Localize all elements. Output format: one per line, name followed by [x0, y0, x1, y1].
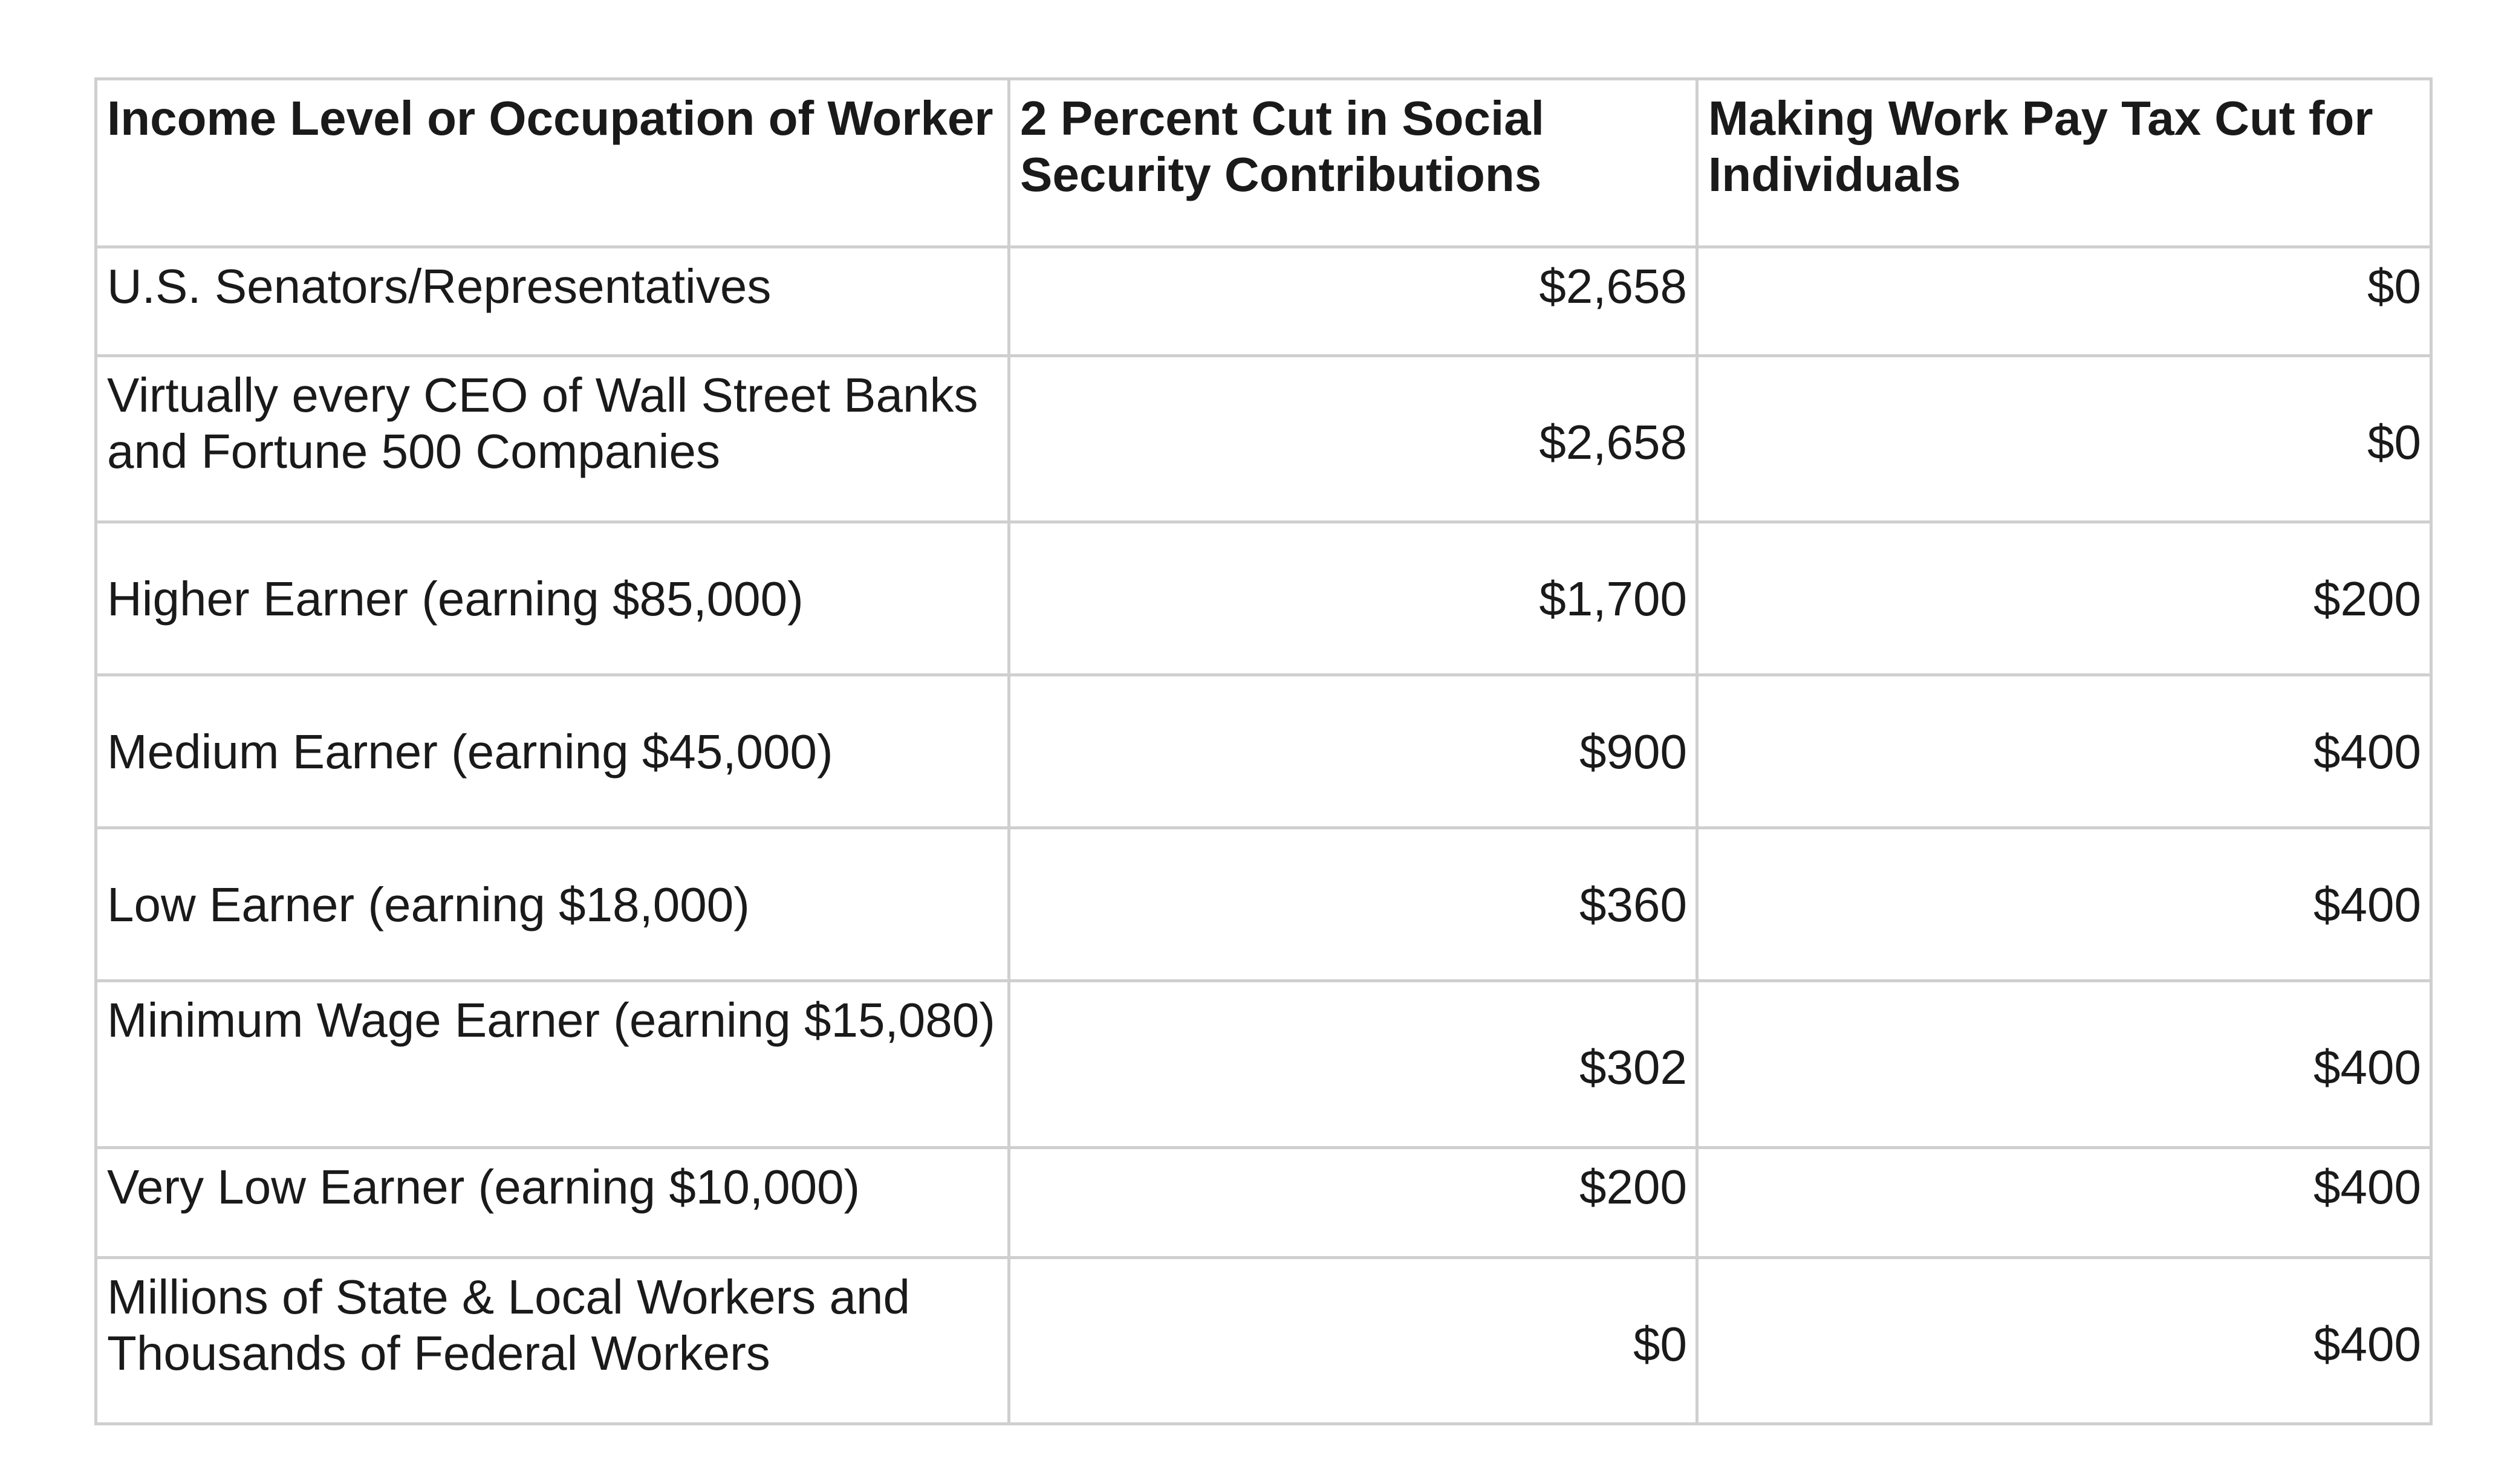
social-security-cut-value: $302 [1009, 981, 1697, 1148]
making-work-pay-value: $0 [1697, 356, 2431, 522]
row-label: Higher Earner (earning $85,000) [96, 522, 1009, 675]
row-label: Millions of State & Local Workers and Thousands of Federal Workers [96, 1258, 1009, 1424]
social-security-cut-value: $0 [1009, 1258, 1697, 1424]
social-security-cut-value: $900 [1009, 675, 1697, 828]
header-making-work-pay: Making Work Pay Tax Cut for Individuals [1697, 79, 2431, 247]
row-label: Minimum Wage Earner (earning $15,080) [96, 981, 1009, 1148]
making-work-pay-value: $400 [1697, 1148, 2431, 1258]
table-row [96, 1258, 2431, 1424]
making-work-pay-value: $400 [1697, 981, 2431, 1148]
table-row [96, 522, 2431, 675]
table-row [96, 981, 2431, 1148]
social-security-cut-value: $2,658 [1009, 247, 1697, 356]
row-label: Medium Earner (earning $45,000) [96, 675, 1009, 828]
row-label: Low Earner (earning $18,000) [96, 828, 1009, 981]
social-security-cut-value: $1,700 [1009, 522, 1697, 675]
table-row [96, 675, 2431, 828]
table-row [96, 247, 2431, 356]
making-work-pay-value: $200 [1697, 522, 2431, 675]
social-security-cut-value: $360 [1009, 828, 1697, 981]
making-work-pay-value: $400 [1697, 675, 2431, 828]
header-income-level: Income Level or Occupation of Worker [96, 79, 1009, 247]
making-work-pay-value: $400 [1697, 828, 2431, 981]
row-label: Virtually every CEO of Wall Street Banks and Fortune 500 Companies [96, 356, 1009, 522]
table-row [96, 828, 2431, 981]
table-header-row [96, 79, 2431, 247]
social-security-cut-value: $2,658 [1009, 356, 1697, 522]
tax-cut-comparison-table [94, 77, 2433, 1425]
making-work-pay-value: $400 [1697, 1258, 2431, 1424]
header-social-security-cut: 2 Percent Cut in Social Security Contributions [1009, 79, 1697, 247]
row-label: U.S. Senators/Representatives [96, 247, 1009, 356]
social-security-cut-value: $200 [1009, 1148, 1697, 1258]
table-row [96, 1148, 2431, 1258]
row-label: Very Low Earner (earning $10,000) [96, 1148, 1009, 1258]
table-row [96, 356, 2431, 522]
making-work-pay-value: $0 [1697, 247, 2431, 356]
